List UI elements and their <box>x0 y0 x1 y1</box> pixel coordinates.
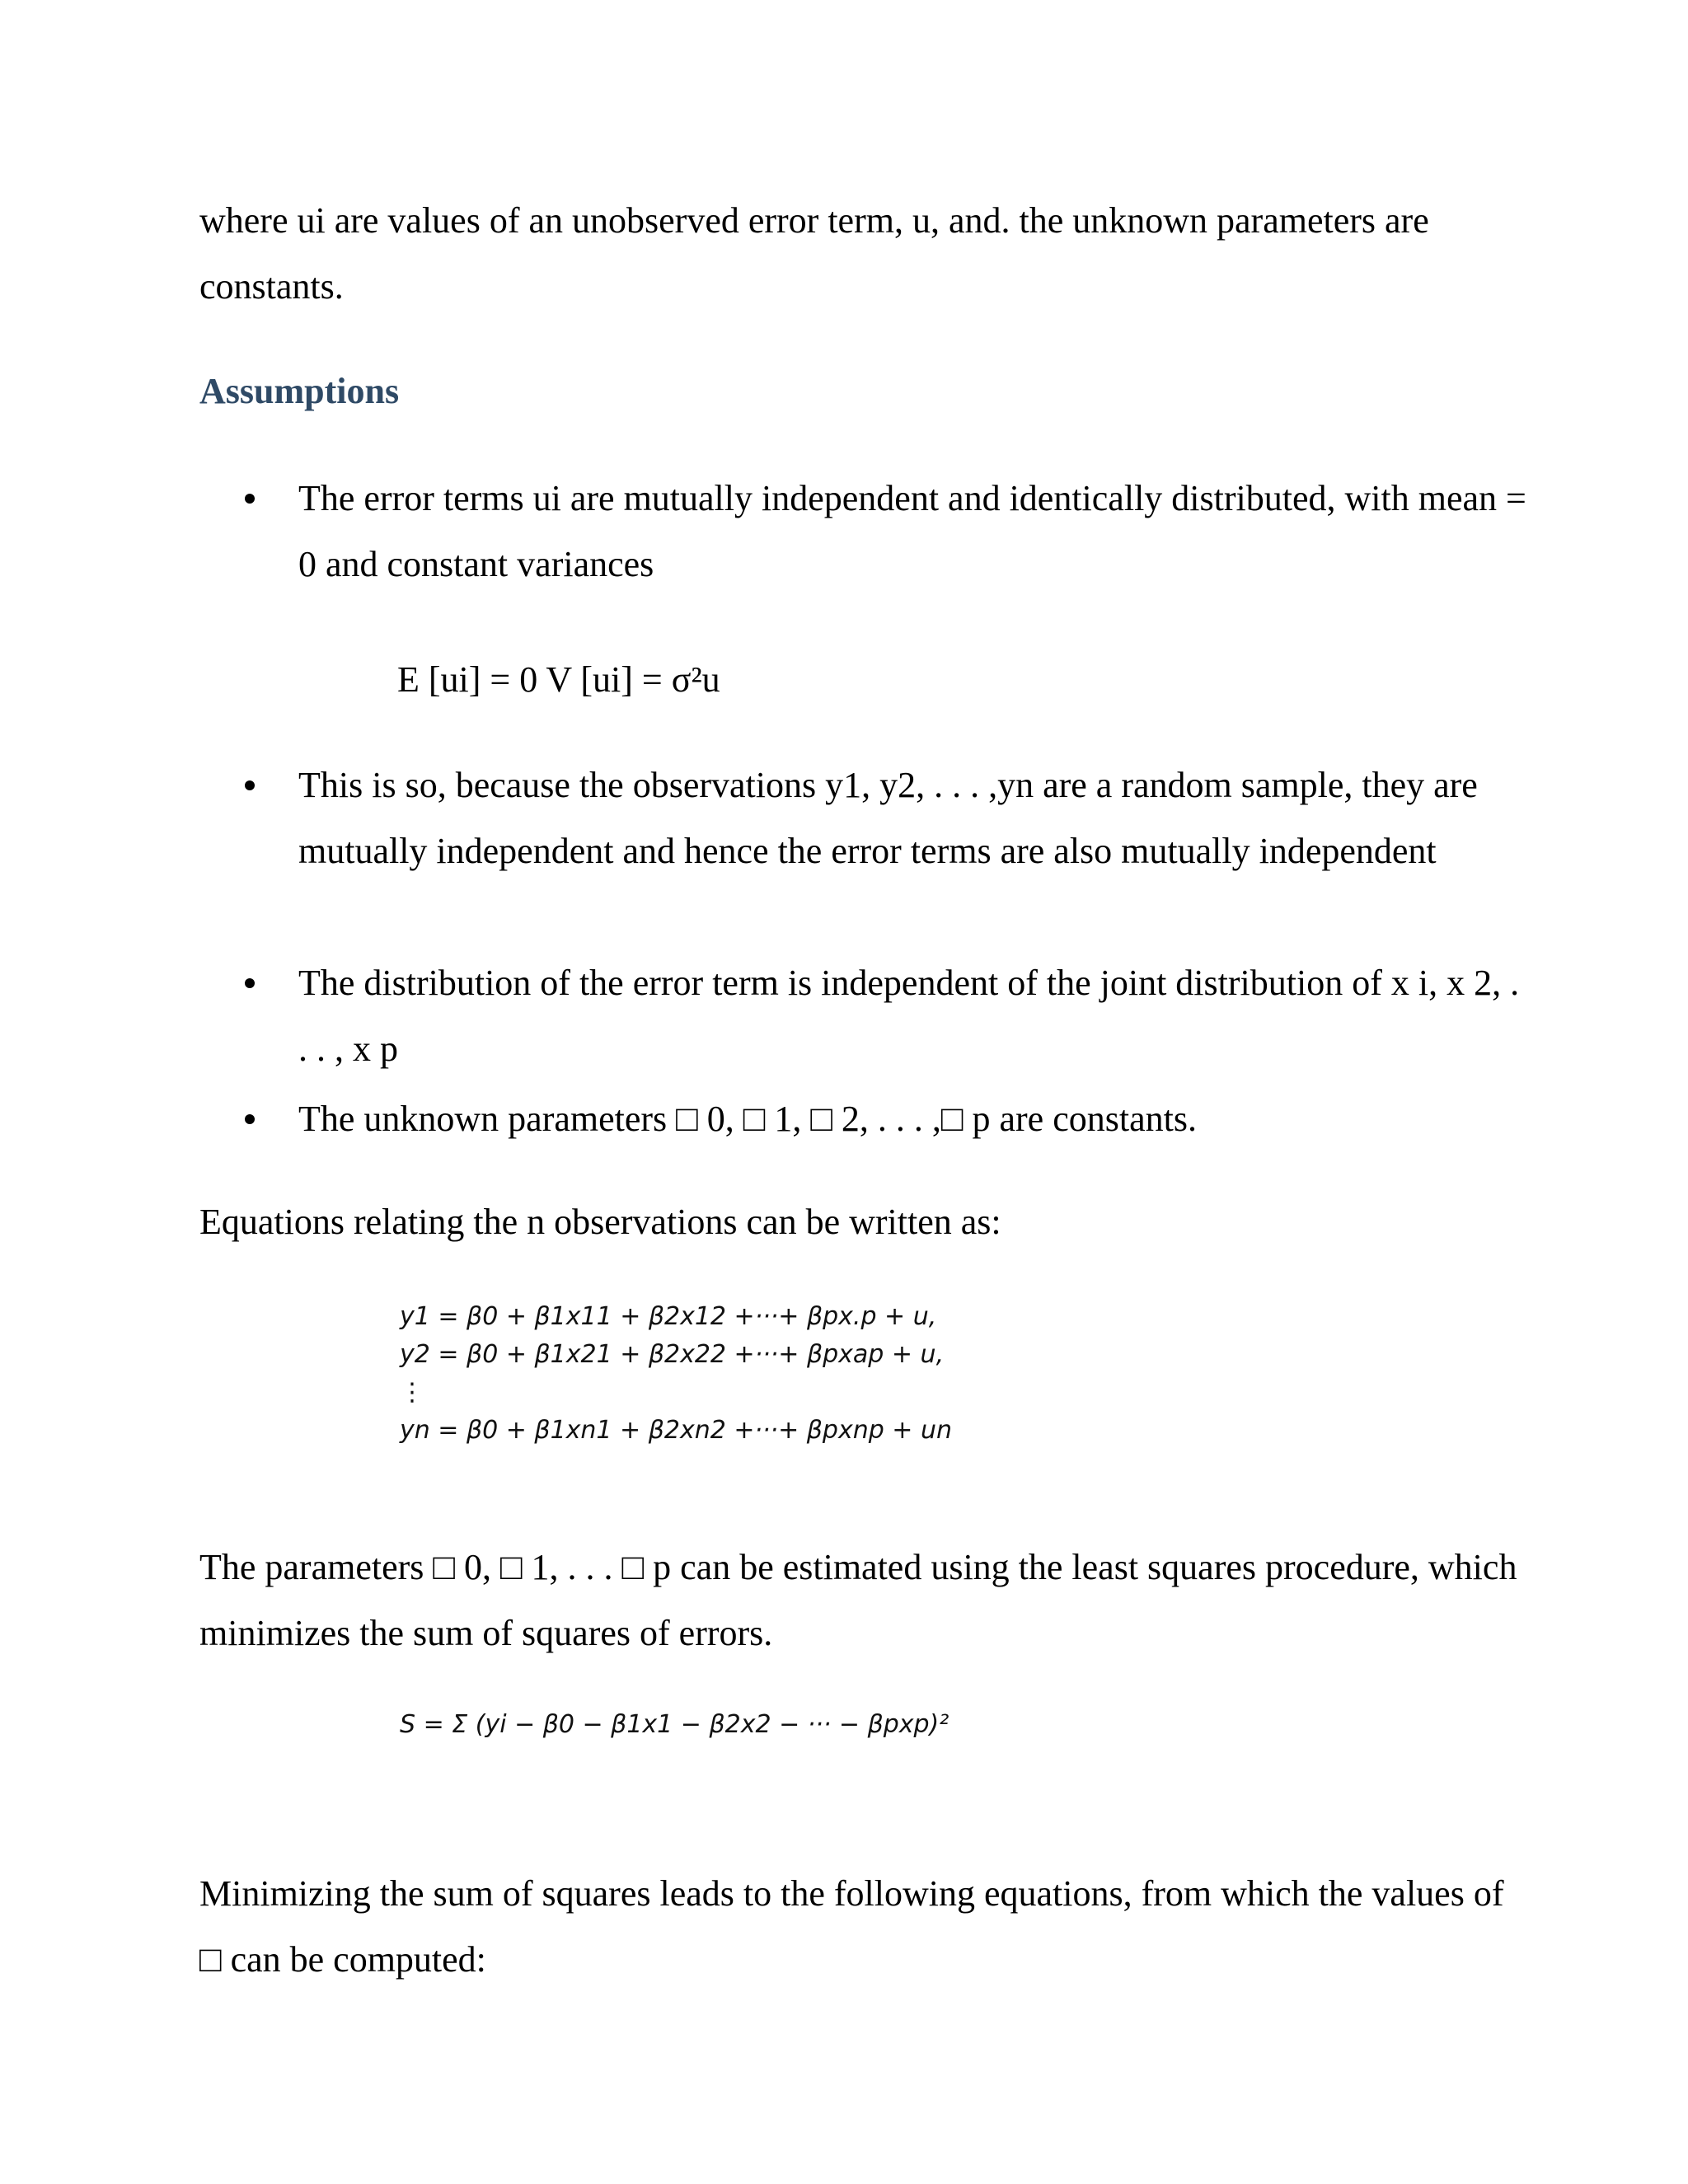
equation-row: yn = β0 + β1xn1 + β2xn2 +···+ βpxnp + un <box>400 1416 952 1445</box>
variance-equation: E [ui] = 0 V [ui] = σ²u <box>397 659 720 700</box>
least-squares-paragraph: The parameters □ 0, □ 1, . . . □ p can be estimated using the least squares procedure, which minimizes the sum of squares of errors. <box>199 1547 1517 1653</box>
equation-row: y2 = β0 + β1x21 + β2x22 +···+ βpxap + u, <box>400 1340 945 1369</box>
equation-row: y1 = β0 + β1x11 + β2x12 +···+ βpx.p + u, <box>400 1302 937 1331</box>
intro-text: where ui are values of an unobserved error term, u, and. the unknown parameters are constants. <box>199 200 1429 307</box>
bullet-icon <box>245 1114 255 1124</box>
sum-of-squares-equation: S = Σ (yi − β0 − β1x1 − β2x2 − ··· − βpxp)² <box>400 1710 950 1739</box>
bullet-icon <box>245 780 255 790</box>
equations-intro: Equations relating the n observations can be written as: <box>199 1202 1001 1242</box>
section-heading: Assumptions <box>199 371 400 411</box>
intro-paragraph <box>199 188 1518 320</box>
bullet-text: This is so, because the observations y1, y2, . . . ,yn are a random sample, they are mutually independent and hence the error terms are also mutually independent <box>298 765 1478 871</box>
bullet-icon <box>245 494 255 504</box>
bullet-text: The error terms ui are mutually independent and identically distributed, with mean = 0 and constant variances <box>298 478 1526 584</box>
bullet-text: The distribution of the error term is independent of the joint distribution of x i, x 2, . . . , x p <box>298 963 1520 1069</box>
minimizing-paragraph: Minimizing the sum of squares leads to the following equations, from which the values of □ can be computed: <box>199 1873 1504 1980</box>
equation-row: ⋮ <box>400 1378 424 1407</box>
regression-equation-system <box>400 1298 952 1450</box>
bullet-text: The unknown parameters □ 0, □ 1, □ 2, . . . ,□ p are constants. <box>298 1099 1197 1139</box>
bullet-icon <box>245 978 255 988</box>
